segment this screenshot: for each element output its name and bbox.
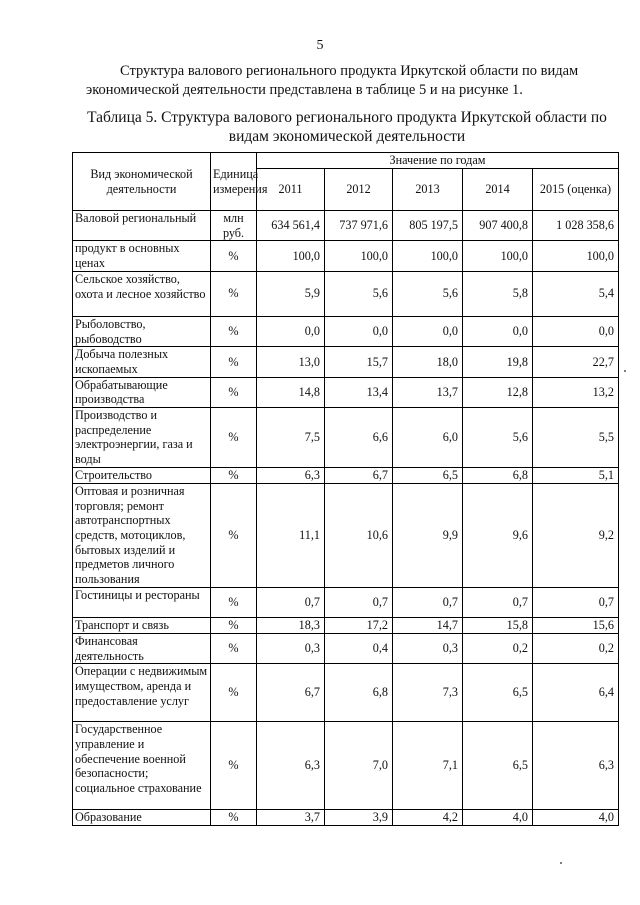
row-activity-name: Транспорт и связь — [73, 617, 211, 633]
row-value: 100,0 — [393, 241, 463, 271]
row-value: 10,6 — [325, 483, 393, 587]
row-value: 100,0 — [533, 241, 619, 271]
row-value: 11,1 — [257, 483, 325, 587]
row-value: 6,7 — [325, 467, 393, 483]
row-activity-name: Производство и распределение электроэнергии, газа и воды — [73, 408, 211, 468]
header-unit: Единица измерения — [211, 153, 257, 211]
row-value: 737 971,6 — [325, 211, 393, 241]
row-value: 0,0 — [325, 316, 393, 346]
row-value: 13,0 — [257, 347, 325, 377]
row-value: 5,6 — [463, 408, 533, 468]
row-unit: % — [211, 408, 257, 468]
row-value: 6,3 — [257, 467, 325, 483]
header-year: 2012 — [325, 169, 393, 211]
row-activity-name: Рыболовство, рыбоводство — [73, 316, 211, 346]
header-year: 2011 — [257, 169, 325, 211]
table-row — [73, 316, 619, 346]
row-value: 0,7 — [393, 587, 463, 617]
row-value: 0,4 — [325, 633, 393, 663]
intro-text: Структура валового регионального продукта Иркутской области по видам экономической деятельности представлена в таблице 5 и на рисунке 1. — [86, 63, 579, 98]
header-values-by-year: Значение по годам — [257, 153, 619, 169]
row-value: 1 028 358,6 — [533, 211, 619, 241]
table-row — [73, 722, 619, 810]
row-activity-name: Операции с недвижимым имуществом, аренда и предоставление услуг — [73, 664, 211, 722]
page-number: 5 — [316, 38, 324, 53]
row-value: 0,2 — [533, 633, 619, 663]
table-row — [73, 483, 619, 587]
table-row — [73, 377, 619, 407]
row-value: 6,8 — [325, 664, 393, 722]
row-value: 6,6 — [325, 408, 393, 468]
table-row — [73, 408, 619, 468]
table-row — [73, 347, 619, 377]
row-value: 14,7 — [393, 617, 463, 633]
table-row — [73, 810, 619, 826]
row-value: 22,7 — [533, 347, 619, 377]
table-row — [73, 467, 619, 483]
row-value: 5,9 — [257, 271, 325, 316]
table-row — [73, 617, 619, 633]
row-activity-name: Государственное управление и обеспечение военной безопасности; социальное страхование — [73, 722, 211, 810]
row-value: 5,8 — [463, 271, 533, 316]
table-row — [73, 587, 619, 617]
row-value: 9,9 — [393, 483, 463, 587]
row-value: 6,5 — [463, 722, 533, 810]
row-activity-name: Добыча полезных ископаемых — [73, 347, 211, 377]
row-activity-name: продукт в основных ценах — [73, 241, 211, 271]
row-value: 4,2 — [393, 810, 463, 826]
row-unit: % — [211, 347, 257, 377]
row-activity-name: Валовой региональный — [73, 211, 211, 241]
row-value: 7,5 — [257, 408, 325, 468]
row-value: 907 400,8 — [463, 211, 533, 241]
row-activity-name: Финансовая деятельность — [73, 633, 211, 663]
row-activity-name: Строительство — [73, 467, 211, 483]
row-unit: % — [211, 241, 257, 271]
table-row — [73, 241, 619, 271]
row-value: 15,7 — [325, 347, 393, 377]
header-year: 2013 — [393, 169, 463, 211]
row-value: 3,9 — [325, 810, 393, 826]
row-value: 6,7 — [257, 664, 325, 722]
row-value: 805 197,5 — [393, 211, 463, 241]
row-value: 17,2 — [325, 617, 393, 633]
intro-paragraph — [86, 62, 616, 100]
row-value: 19,8 — [463, 347, 533, 377]
row-activity-name: Сельское хозяйство, охота и лесное хозяйство — [73, 271, 211, 316]
row-activity-name: Образование — [73, 810, 211, 826]
row-value: 6,0 — [393, 408, 463, 468]
table-row — [73, 211, 619, 241]
row-value: 7,0 — [325, 722, 393, 810]
table-row — [73, 633, 619, 663]
row-value: 5,6 — [325, 271, 393, 316]
row-value: 6,5 — [393, 467, 463, 483]
row-value: 0,7 — [463, 587, 533, 617]
row-value: 0,3 — [393, 633, 463, 663]
row-value: 6,5 — [463, 664, 533, 722]
row-unit: % — [211, 467, 257, 483]
row-value: 14,8 — [257, 377, 325, 407]
gdp-structure-table — [72, 152, 619, 826]
row-value: 0,7 — [533, 587, 619, 617]
row-value: 13,2 — [533, 377, 619, 407]
row-value: 0,3 — [257, 633, 325, 663]
row-value: 6,4 — [533, 664, 619, 722]
table-row — [73, 664, 619, 722]
row-unit: % — [211, 316, 257, 346]
row-value: 15,6 — [533, 617, 619, 633]
row-unit: % — [211, 483, 257, 587]
row-unit: % — [211, 377, 257, 407]
row-unit: % — [211, 617, 257, 633]
row-value: 13,4 — [325, 377, 393, 407]
row-activity-name: Гостиницы и рестораны — [73, 587, 211, 617]
row-activity-name: Оптовая и розничная торговля; ремонт автотранспортных средств, мотоциклов, бытовых изделий и предметов личного пользования — [73, 483, 211, 587]
row-value: 9,2 — [533, 483, 619, 587]
row-value: 7,1 — [393, 722, 463, 810]
row-value: 0,0 — [257, 316, 325, 346]
row-value: 100,0 — [463, 241, 533, 271]
row-value: 0,0 — [533, 316, 619, 346]
row-value: 0,0 — [393, 316, 463, 346]
row-activity-name: Обрабатывающие производства — [73, 377, 211, 407]
row-value: 18,0 — [393, 347, 463, 377]
row-value: 5,5 — [533, 408, 619, 468]
row-value: 5,1 — [533, 467, 619, 483]
row-value: 13,7 — [393, 377, 463, 407]
row-value: 0,7 — [257, 587, 325, 617]
row-unit: % — [211, 722, 257, 810]
row-unit: % — [211, 664, 257, 722]
scan-speck — [560, 862, 562, 864]
row-value: 7,3 — [393, 664, 463, 722]
row-unit: % — [211, 587, 257, 617]
row-value: 5,4 — [533, 271, 619, 316]
row-value: 0,7 — [325, 587, 393, 617]
table-caption: Таблица 5. Структура валового регионального продукта Иркутской области по видам экономической деятельности — [87, 109, 607, 145]
row-value: 4,0 — [533, 810, 619, 826]
row-value: 0,0 — [463, 316, 533, 346]
row-value: 3,7 — [257, 810, 325, 826]
row-value: 100,0 — [257, 241, 325, 271]
row-value: 12,8 — [463, 377, 533, 407]
row-value: 18,3 — [257, 617, 325, 633]
row-value: 6,3 — [533, 722, 619, 810]
table-row — [73, 271, 619, 316]
row-value: 4,0 — [463, 810, 533, 826]
row-value: 634 561,4 — [257, 211, 325, 241]
header-activity: Вид экономической деятельности — [73, 153, 211, 211]
row-value: 0,2 — [463, 633, 533, 663]
row-unit: % — [211, 633, 257, 663]
row-unit: млн руб. — [211, 211, 257, 241]
row-unit: % — [211, 271, 257, 316]
row-value: 15,8 — [463, 617, 533, 633]
header-year: 2014 — [463, 169, 533, 211]
scan-speck — [624, 370, 626, 372]
header-year: 2015 (оценка) — [533, 169, 619, 211]
row-unit: % — [211, 810, 257, 826]
row-value: 5,6 — [393, 271, 463, 316]
table-body — [73, 211, 619, 826]
row-value: 6,8 — [463, 467, 533, 483]
row-value: 9,6 — [463, 483, 533, 587]
row-value: 100,0 — [325, 241, 393, 271]
row-value: 6,3 — [257, 722, 325, 810]
